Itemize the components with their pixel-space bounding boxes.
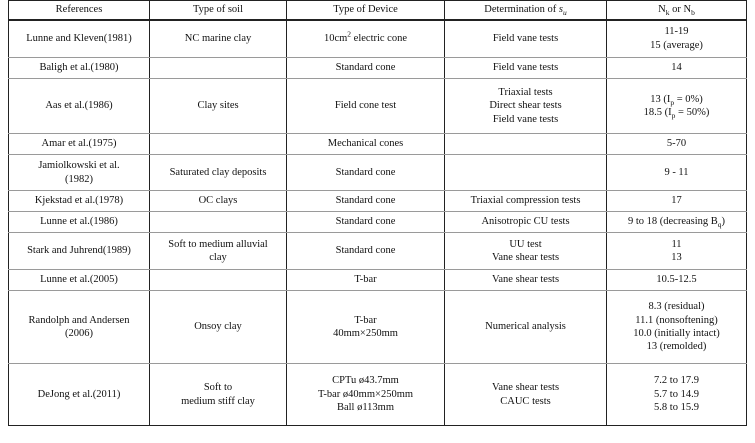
header-factor-or: or N xyxy=(669,4,692,16)
header-determination-prefix: Determination of xyxy=(484,4,559,16)
cell-soil-line: Soft to medium alluvial xyxy=(168,238,268,250)
cell-factor xyxy=(607,191,747,212)
cell-factor-line: 13 (remolded) xyxy=(646,341,707,353)
cell-reference-line: Lunne et al.(1986) xyxy=(40,216,118,228)
cell-soil xyxy=(150,20,287,58)
table-row xyxy=(9,212,747,233)
cell-determination-line: Field vane tests xyxy=(492,62,559,74)
cell-device-line: Standard cone xyxy=(335,166,396,178)
cell-reference-line: Aas et al.(1986) xyxy=(45,100,113,112)
cell-factor xyxy=(607,79,747,134)
cell-soil-line: OC clays xyxy=(198,195,238,207)
cell-device xyxy=(287,20,445,58)
cell-device-line: $10cm^2$ electric cone xyxy=(323,29,408,45)
cell-factor-line: 8.3 (residual) xyxy=(648,301,705,313)
cell-device xyxy=(287,155,445,191)
cell-soil-line: NC marine clay xyxy=(184,33,252,45)
cell-soil-line: Soft to xyxy=(203,382,233,394)
cell-determination xyxy=(445,79,607,134)
cell-factor-line: 7.2 to 17.9 xyxy=(654,375,699,387)
cell-factor-line: 5-70 xyxy=(666,138,687,150)
table-row xyxy=(9,155,747,191)
cell-reference xyxy=(9,155,150,191)
cell-reference-line: (2006) xyxy=(65,328,93,339)
cell-determination-line: Direct shear tests xyxy=(489,100,562,112)
cell-device-line: T-bar xyxy=(354,274,377,286)
cell-determination xyxy=(445,155,607,191)
header-factor xyxy=(607,1,747,20)
cell-factor-line: 10.0 (initially intact) xyxy=(633,328,720,339)
cell-factor-line: 13 xyxy=(671,252,682,263)
cell-factor xyxy=(607,233,747,270)
table-row xyxy=(9,364,747,426)
cell-factor-line: 5.7 to 14.9 xyxy=(654,388,699,400)
cell-device-line: Standard cone xyxy=(335,195,396,207)
cell-device-line: CPTu ø43.7mm xyxy=(332,375,399,387)
cell-factor-line: 14 xyxy=(671,62,682,74)
cell-device-line: Standard cone xyxy=(335,216,396,228)
cell-determination-line: Vane shear tests xyxy=(491,274,560,286)
cell-reference xyxy=(9,364,150,426)
cell-determination xyxy=(445,212,607,233)
cell-device-line: Field cone test xyxy=(334,100,397,112)
cell-device xyxy=(287,270,445,291)
cell-reference xyxy=(9,233,150,270)
table-row xyxy=(9,20,747,58)
table-row xyxy=(9,191,747,212)
cell-factor-line: 17 xyxy=(671,195,682,207)
cell-device xyxy=(287,58,445,79)
cell-soil xyxy=(150,364,287,426)
cell-soil xyxy=(150,270,287,291)
cell-reference-line: Jamiolkowski et al. xyxy=(38,160,120,172)
cell-reference-line: Lunne and Kleven(1981) xyxy=(26,33,132,45)
header-factor-nk-sub: k xyxy=(665,8,670,18)
cell-reference xyxy=(9,58,150,79)
header-factor-nb-sub: b xyxy=(691,8,695,18)
cell-soil-line: Onsoy clay xyxy=(194,321,242,333)
table-row xyxy=(9,233,747,270)
cell-soil xyxy=(150,233,287,270)
cell-reference-line: DeJong et al.(2011) xyxy=(37,388,121,400)
cell-soil xyxy=(150,291,287,364)
cell-determination-line: Triaxial tests xyxy=(498,86,553,98)
cell-factor xyxy=(607,291,747,364)
cone-factor-table xyxy=(8,0,747,426)
table-row xyxy=(9,58,747,79)
table-header xyxy=(9,1,747,20)
cell-factor-line: 10.5-12.5 xyxy=(656,274,697,286)
cell-factor-line: 11-19 xyxy=(664,26,689,38)
cell-reference-line: Amar et al.(1975) xyxy=(41,138,117,150)
cell-factor-line: 18.5 $(I_p = 50\%)$ xyxy=(643,107,710,121)
cell-determination-line: CAUC tests xyxy=(500,395,551,407)
cell-determination-line: Field vane tests xyxy=(492,33,559,45)
cell-determination-line: Vane shear tests xyxy=(491,252,560,263)
cell-determination xyxy=(445,191,607,212)
cell-reference xyxy=(9,134,150,155)
cell-soil xyxy=(150,191,287,212)
cell-determination-line: Numerical analysis xyxy=(485,321,566,333)
cell-factor-line: 11.1 (nonsoftening) xyxy=(635,314,718,326)
cell-reference xyxy=(9,20,150,58)
table-body xyxy=(9,20,747,426)
cell-factor-line: 5.8 to 15.9 xyxy=(654,402,699,414)
cell-determination-line: Triaxial compression tests xyxy=(470,195,581,207)
cell-factor xyxy=(607,20,747,58)
cell-determination xyxy=(445,291,607,364)
cell-device xyxy=(287,79,445,134)
table-row xyxy=(9,270,747,291)
cell-factor xyxy=(607,58,747,79)
header-determination-sub: u xyxy=(563,8,567,18)
cell-soil xyxy=(150,79,287,134)
cell-device xyxy=(287,364,445,426)
header-type-of-device: Type of Device xyxy=(287,1,445,20)
header-determination xyxy=(445,1,607,20)
cell-determination-line: Anisotropic CU tests xyxy=(481,216,570,228)
cell-device xyxy=(287,191,445,212)
cell-reference-line: Randolph and Andersen xyxy=(28,314,130,326)
cell-device xyxy=(287,212,445,233)
cell-determination xyxy=(445,58,607,79)
cell-determination xyxy=(445,270,607,291)
cell-device xyxy=(287,233,445,270)
cell-reference-line: Stark and Juhrend(1989) xyxy=(27,245,131,257)
cell-reference-line: Lunne et al.(2005) xyxy=(40,274,118,286)
cell-determination xyxy=(445,134,607,155)
cell-determination xyxy=(445,233,607,270)
cell-factor xyxy=(607,134,747,155)
cell-reference-line: (1982) xyxy=(65,173,93,185)
cell-reference-line: Baligh et al.(1980) xyxy=(39,62,119,74)
cell-device xyxy=(287,134,445,155)
cell-soil xyxy=(150,212,287,233)
cell-device xyxy=(287,291,445,364)
table-row xyxy=(9,134,747,155)
cell-factor-line: 15 (average) xyxy=(650,39,703,51)
cell-device-line: 40mm×250mm xyxy=(333,328,398,339)
cell-determination-line: UU test xyxy=(509,238,542,250)
cell-device-line: T-bar xyxy=(354,314,377,326)
table-container xyxy=(8,0,746,426)
cell-reference xyxy=(9,212,150,233)
table-row xyxy=(9,291,747,364)
cell-determination-line: Field vane tests xyxy=(492,113,559,125)
cell-factor xyxy=(607,364,747,426)
cell-device-line: Ball ø113mm xyxy=(336,402,395,414)
cell-factor-line: 9 - 11 xyxy=(664,166,689,178)
cell-device-line: Standard cone xyxy=(335,245,396,257)
cell-soil-line: Saturated clay deposits xyxy=(169,166,267,178)
header-determination-symbol: s xyxy=(558,4,563,16)
cell-soil xyxy=(150,134,287,155)
header-factor-nk: N xyxy=(658,4,666,16)
cell-factor-line: 9 to 18 (decreasing $B_q$) xyxy=(627,216,726,230)
cell-factor-line: 11 xyxy=(671,238,682,250)
cell-factor xyxy=(607,270,747,291)
cell-reference xyxy=(9,79,150,134)
cell-soil xyxy=(150,58,287,79)
cell-reference xyxy=(9,291,150,364)
cell-factor xyxy=(607,155,747,191)
table-row xyxy=(9,79,747,134)
cell-device-line: T-bar ø40mm×250mm xyxy=(317,388,414,400)
cell-factor xyxy=(607,212,747,233)
cell-determination-line: Vane shear tests xyxy=(491,382,560,394)
header-row xyxy=(9,1,747,20)
cell-soil-line: Clay sites xyxy=(197,100,239,112)
cell-soil-line: medium stiff clay xyxy=(181,395,255,407)
header-type-of-soil: Type of soil xyxy=(150,1,287,20)
cell-determination xyxy=(445,20,607,58)
cell-device-line: Standard cone xyxy=(335,62,396,74)
cell-reference xyxy=(9,270,150,291)
cell-reference-line: Kjekstad et al.(1978) xyxy=(34,195,124,207)
cell-determination xyxy=(445,364,607,426)
cell-soil-line: clay xyxy=(209,252,227,263)
cell-soil xyxy=(150,155,287,191)
cell-reference xyxy=(9,191,150,212)
cell-device-line: Mechanical cones xyxy=(327,138,404,150)
cell-factor-line: 13 $(I_p = 0\%)$ xyxy=(650,93,703,107)
header-references: References xyxy=(9,1,150,20)
